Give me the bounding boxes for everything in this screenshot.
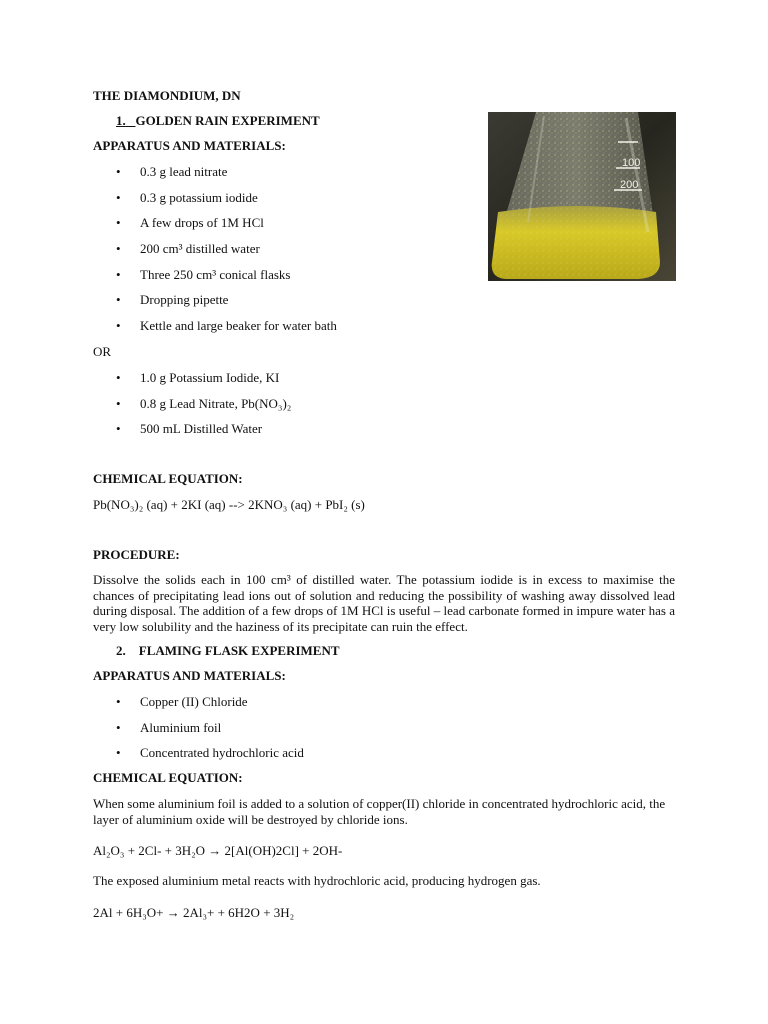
procedure-text: Dissolve the solids each in 100 cm³ of distilled water. The potassium iodide is in excess to maximise the chances of precipitating lead ions out of solution and reducing the possibility of washing away dissolved lead during disposal. The addition of a few drops of 1M HCl is useful – lead carbonate formed in impure water has a very low solubility and the haziness of its precipitate can ruin the effect. bbox=[93, 572, 675, 634]
exp1-materials-list bbox=[116, 165, 337, 345]
list-item: • 500 mL Distilled Water bbox=[116, 422, 291, 448]
golden-rain-flask-photo bbox=[488, 112, 676, 281]
list-item: • Copper (II) Chloride bbox=[116, 695, 304, 721]
flask-mark-200: 200 bbox=[620, 179, 639, 191]
list-item: • 0.3 g lead nitrate bbox=[116, 165, 337, 191]
exp2-text-1: When some aluminium foil is added to a solution of copper(II) chloride in concentrated hydrochloric acid, the layer of aluminium oxide will be destroyed by chloride ions. bbox=[93, 796, 666, 827]
list-item: • 0.8 g Lead Nitrate, Pb(NO₃)₂ bbox=[116, 397, 291, 423]
exp2-apparatus-heading: APPARATUS AND MATERIALS: bbox=[93, 668, 286, 683]
list-item: • Kettle and large beaker for water bath bbox=[116, 319, 337, 345]
exp2-materials-list bbox=[116, 695, 304, 772]
exp1-equation: Pb(NO₃)₂ (aq) + 2KI (aq) --> 2KNO₃ (aq) + PbI₂ (s) bbox=[93, 497, 365, 512]
list-item: • 0.3 g potassium iodide bbox=[116, 191, 337, 217]
flask-mark-100: 100 bbox=[622, 157, 641, 169]
list-item: • Aluminium foil bbox=[116, 721, 304, 747]
list-item: • 200 cm³ distilled water bbox=[116, 242, 337, 268]
exp2-title: FLAMING FLASK EXPERIMENT bbox=[138, 643, 340, 658]
exp1-number: 1. bbox=[116, 113, 126, 128]
exp2-text-2: The exposed aluminium metal reacts with hydrochloric acid, producing hydrogen gas. bbox=[93, 873, 541, 888]
document-title: THE DIAMONDIUM, DN bbox=[93, 88, 241, 103]
exp2-equation-2: 2Al + 6H₃O+ → 2Al₃+ + 6H2O + 3H₂ bbox=[93, 905, 295, 920]
list-item: • A few drops of 1M HCl bbox=[116, 216, 337, 242]
list-item: • Dropping pipette bbox=[116, 293, 337, 319]
list-item: • 1.0 g Potassium Iodide, KI bbox=[116, 371, 291, 397]
exp2-heading bbox=[116, 644, 340, 657]
exp1-apparatus-heading: APPARATUS AND MATERIALS: bbox=[93, 138, 286, 153]
list-item: • Concentrated hydrochloric acid bbox=[116, 746, 304, 772]
exp2-equation-heading: CHEMICAL EQUATION: bbox=[93, 770, 243, 785]
exp1-alt-materials-list bbox=[116, 371, 291, 448]
flask-illustration bbox=[488, 112, 676, 281]
exp2-number: 2. bbox=[116, 643, 126, 658]
exp2-equation-1: Al₂O₃ + 2Cl- + 3H₂O → 2[Al(OH)2Cl] + 2OH- bbox=[93, 843, 343, 858]
list-item: • Three 250 cm³ conical flasks bbox=[116, 268, 337, 294]
procedure-heading: PROCEDURE: bbox=[93, 547, 180, 562]
exp1-equation-heading: CHEMICAL EQUATION: bbox=[93, 471, 243, 486]
exp1-title: GOLDEN RAIN EXPERIMENT bbox=[135, 113, 320, 128]
exp1-heading bbox=[116, 114, 320, 127]
or-label: OR bbox=[93, 344, 112, 359]
